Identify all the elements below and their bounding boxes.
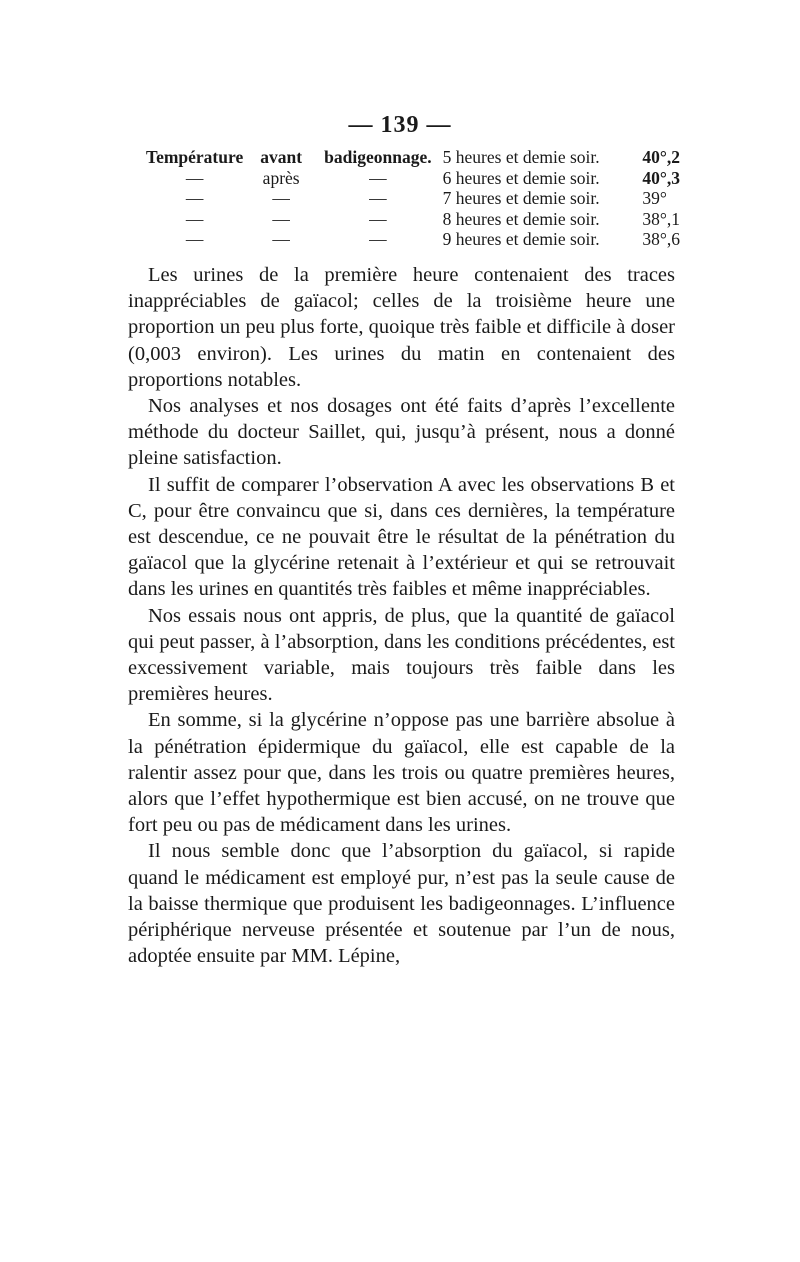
row-value: 38°,6 <box>642 229 680 249</box>
row-when: — <box>272 208 290 229</box>
paragraph: Il nous semble donc que l’absorption du gaïacol, si rapide quand le médicament est employé pur, n’est pas la seule cause de la baisse thermique que produisent les badigeonnages. L’influence périphérique nerveuse présentée et soutenue par l’un de nous, adoptée ensuite par MM. Lépine, <box>128 840 675 968</box>
row-time: 5 heures et demie soir. <box>442 147 600 167</box>
row-value: 39° <box>642 188 667 208</box>
table-row <box>146 229 680 250</box>
row-time: 6 heures et demie soir. <box>442 167 600 188</box>
paragraph: Il suffit de comparer l’observation A avec les observations B et C, pour être convaincu que si, dans ces dernières, la température est descendue, ce ne pouvait être le résultat de la pénétration du gaïacol que la glycérine retenait à l’extérieur et qui se retrouvait dans les urines en quantités très faibles et même inappréciables. <box>128 473 675 601</box>
row-when: après <box>262 167 300 188</box>
row-action: badigeonnage. <box>324 147 432 167</box>
row-action: — <box>369 208 387 229</box>
row-time: 9 heures et demie soir. <box>442 229 600 249</box>
table-row <box>146 188 680 209</box>
paragraph: Les urines de la première heure contenaient des traces inappréciables de gaïacol; celles de la troisième heure une proportion un peu plus forte, quoique très faible et difficile à doser (0,003 environ). Les urines du matin en contenaient des proportions notables. <box>128 264 675 391</box>
table-row <box>146 147 680 168</box>
row-value: 40°,3 <box>642 167 680 188</box>
row-when: avant <box>260 147 303 167</box>
row-label: — <box>185 188 204 208</box>
row-label: — <box>185 167 204 188</box>
paragraph: Nos analyses et nos dosages ont été faits d’après l’excellente méthode du docteur Saillet, qui, jusqu’à présent, nous a donné pleine satisfaction. <box>128 395 675 470</box>
table-row <box>146 168 680 189</box>
row-when: — <box>272 188 290 208</box>
row-time: 7 heures et demie soir. <box>442 188 600 208</box>
row-value: 40°,2 <box>642 147 680 167</box>
paragraph: Nos essais nous ont appris, de plus, que la quantité de gaïacol qui peut passer, à l’absorption, dans les conditions précédentes, est excessivement variable, mais toujours très faible dans les premières heures. <box>128 604 675 706</box>
row-action: — <box>369 188 387 208</box>
page-number: — 139 — <box>348 112 452 138</box>
temperature-table <box>146 147 680 250</box>
paragraph: En somme, si la glycérine n’oppose pas une barrière absolue à la pénétration épidermique du gaïacol, elle est capable de la ralentir assez pour que, dans les trois ou quatre premières heures, alors que l’effet hypothermique est bien accusé, on ne trouve que fort peu ou pas de médicament dans les urines. <box>128 709 675 837</box>
row-action: — <box>369 167 387 188</box>
row-action: — <box>369 229 387 249</box>
row-label: — <box>185 208 204 229</box>
row-label: — <box>185 229 204 249</box>
row-value: 38°,1 <box>642 208 680 229</box>
body-text <box>128 262 675 969</box>
row-time: 8 heures et demie soir. <box>442 208 600 229</box>
table-row <box>146 209 680 230</box>
row-label: Température <box>146 147 244 167</box>
row-when: — <box>272 229 290 249</box>
